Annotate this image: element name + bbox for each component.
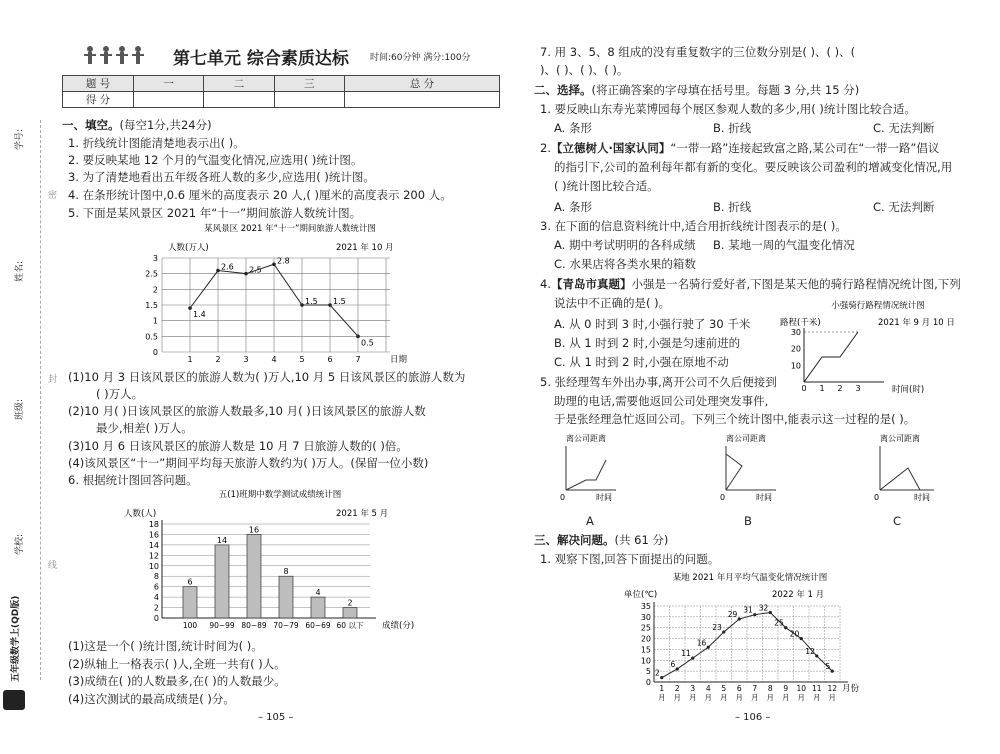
chart-title: 五(1)班期中数学测试成绩统计图 [218, 490, 342, 500]
data-point [188, 306, 192, 310]
class-label: 班级: [15, 398, 25, 420]
data-point [328, 303, 332, 307]
x-tick-label: 2 [215, 355, 221, 364]
brand-logo [3, 690, 25, 710]
seal-char-2: 封 [48, 375, 58, 385]
bar-value-label: 14 [216, 535, 228, 545]
x-tick-label: 月 [658, 693, 666, 702]
data-label: 23 [712, 623, 722, 633]
y-tick-label: 30 [640, 612, 651, 622]
bar [215, 545, 229, 618]
choice-4-option-c: C. 从 1 时到 2 时,小强在原地不动 [554, 355, 729, 369]
data-point [300, 303, 304, 307]
bar [183, 587, 197, 618]
y-tick-label: 2.5 [145, 269, 158, 279]
data-label: 29 [727, 610, 738, 620]
page-title: 第七单元 综合素质达标 [173, 49, 349, 69]
x-tick-label: 80~89 [241, 621, 267, 630]
x-tick-label: 11 [811, 684, 822, 693]
data-label: 2.6 [221, 262, 234, 272]
choice-1-option-b: B. 折线 [713, 121, 752, 135]
x-tick-label: 4 [705, 684, 711, 693]
chart-title: 小强骑行路程情况统计图 [831, 301, 925, 311]
x-tick-label: 7 [752, 684, 758, 693]
option-label-a: A [586, 514, 594, 528]
choice-2-option-a: A. 条形 [554, 200, 592, 214]
data-point [244, 272, 248, 276]
x-tick-label: 月 [797, 693, 805, 702]
student-no-label: 学号: [15, 128, 25, 150]
choice-3-option-a: A. 期中考试明明的各科成绩 [554, 238, 696, 252]
x-tick-label: 月 [751, 693, 759, 702]
choice-4-line-1 [540, 276, 961, 292]
x-tick-label: 60 以下 [336, 621, 364, 630]
choice-5-line-3: 于是张经理急忙返回公司。下列三个统计图中,能表示这一过程的是( )。 [554, 412, 916, 426]
x-axis-label: 时间 [596, 493, 612, 502]
data-label: 31 [743, 605, 753, 615]
choice-4-text: 小强是一名骑行爱好者,下图是某天他的骑行路程情况统计图,下列 [631, 277, 961, 291]
x-tick-label: 5 [299, 355, 305, 364]
x-tick-label: 5 [721, 684, 727, 693]
bar [311, 597, 325, 618]
y-tick-label: 3 [152, 254, 158, 263]
x-tick-label: 2 [837, 384, 843, 393]
data-label: 25 [774, 618, 784, 628]
bar-value-label: 16 [248, 525, 260, 535]
x-tick-label: 月 [782, 693, 790, 702]
time-info: 时间:60分钟 满分:100分 [370, 53, 471, 63]
data-point [738, 617, 741, 620]
data-label: 2 [654, 668, 660, 678]
seal-char-3: 线 [48, 561, 58, 571]
data-label: 1.5 [305, 297, 318, 306]
y-tick-label: 12 [148, 551, 159, 561]
x-tick-label: 3 [690, 684, 696, 693]
score-cell[interactable] [134, 92, 204, 108]
question-7a: 7. 用 3、5、8 组成的没有重复数字的三位数分别是( )、( )、( [540, 45, 856, 59]
choice-2-line-1 [540, 140, 939, 156]
y-tick-label: 0 [645, 678, 651, 687]
y-tick-label: 2 [152, 285, 158, 295]
option-label-b: B [744, 514, 752, 528]
data-point [722, 630, 725, 633]
x-tick-label: 1 [819, 384, 825, 393]
choice-3: 3. 在下面的信息资料统计中,适合用折线统计图表示的是( )。 [540, 219, 847, 233]
data-point [800, 637, 803, 640]
data-label: 2.5 [249, 265, 262, 275]
page-number-right: – 106 – [735, 712, 771, 723]
question-3: 3. 为了清楚地看出五年级各班人数的多少,应选用( )统计图。 [68, 170, 375, 184]
tourist-line-chart [140, 220, 440, 368]
y-tick-label: 18 [148, 520, 159, 529]
y-tick-label: 1.5 [145, 301, 158, 310]
x-tick-label: 8 [767, 684, 773, 693]
x-tick-label: 3 [243, 355, 249, 364]
date-note: 2021 年 10 月 [336, 243, 394, 253]
data-point [691, 657, 694, 660]
y-axis-label: 离公司距离 [880, 434, 920, 443]
date-note: 2022 年 1 月 [772, 590, 825, 600]
section-2-title: 二、选择。 [534, 83, 592, 97]
x-tick-label: 4 [271, 355, 277, 364]
y-tick-label: 5 [645, 667, 651, 677]
x-tick-label: 月 [689, 693, 697, 702]
y-tick-label: 4 [153, 593, 159, 603]
choice-2-option-b: B. 折线 [713, 200, 752, 214]
data-label: 1.4 [193, 310, 206, 320]
y-tick-label: 0 [152, 348, 158, 357]
x-tick-label: 0 [801, 384, 807, 393]
data-label: 2.8 [277, 256, 290, 266]
y-tick-label: 25 [640, 623, 651, 633]
choice-4-tag: 【青岛市真题】 [550, 277, 632, 291]
chart-title: 某风景区 2021 年“十一”期间旅游人数统计图 [204, 224, 376, 234]
x-tick-label: 60~69 [305, 621, 331, 630]
y-tick-label: 20 [640, 634, 651, 644]
y-axis-label: 单位(℃) [624, 590, 658, 600]
x-tick-label: 月 [704, 693, 712, 702]
data-label: 5 [825, 662, 831, 672]
data-label: 11 [681, 649, 691, 659]
x-tick-label: 100 [182, 621, 198, 630]
x-tick-label: 2 [674, 684, 680, 693]
data-label: 0.5 [361, 338, 374, 348]
choice-4-line-2: 说法中不正确的是( )。 [554, 296, 671, 310]
option-label-c: C [893, 514, 902, 528]
cycling-line-chart [778, 298, 978, 398]
x-tick-label: 月 [720, 693, 728, 702]
series-line [804, 332, 858, 382]
choice-2-line-2: 的指引下,公司的盈利每年都有新的变化。要反映该公司盈利的增减变化情况,用 [554, 160, 953, 174]
choice-3-option-b: B. 某地一周的气温变化情况 [713, 238, 855, 252]
choice-2-line-3: ( )统计图比较合适。 [554, 179, 659, 193]
brand-text: 五年级数学上(QD版) [11, 595, 21, 682]
distance-chart-a [556, 432, 626, 504]
x-axis-label: 时间(时) [892, 385, 925, 395]
y-tick-label: 6 [153, 582, 159, 592]
x-tick-label: 90~99 [209, 621, 235, 630]
x-tick-label: 12 [827, 684, 838, 693]
origin-label: 0 [874, 493, 880, 502]
data-label: 20 [789, 629, 800, 639]
x-tick-label: 1 [659, 684, 665, 693]
y-tick-label: 1 [152, 316, 158, 326]
y-tick-label: 20 [790, 344, 801, 354]
choice-1: 1. 要反映山东寿光菜博园每个展区参观人数的多少,用( )统计图比较合适。 [540, 102, 916, 116]
bar-value-label: 8 [283, 567, 289, 577]
data-label: 16 [696, 638, 707, 648]
seal-line [40, 120, 41, 680]
x-axis-label: 时间 [914, 493, 930, 502]
problem-1: 1. 观察下图,回答下面提出的问题。 [540, 552, 720, 566]
y-axis-label: 人数(人) [124, 509, 157, 519]
bar-value-label: 6 [187, 577, 193, 587]
chart-title: 某地 2021 年月平均气温变化情况统计图 [672, 573, 828, 583]
name-label: 姓名: [15, 260, 25, 282]
data-label: 6 [670, 659, 676, 669]
question-5: 5. 下面是某风景区 2021 年“十一”期间旅游人数统计图。 [68, 206, 362, 220]
x-tick-label: 7 [355, 355, 361, 364]
section-3-title: 三、解决问题。 [534, 533, 615, 547]
score-header-cell: 一 [134, 76, 204, 92]
section-3-heading [534, 532, 668, 548]
y-tick-label: 30 [790, 328, 801, 337]
x-tick-label: 1 [187, 355, 193, 364]
y-tick-label: 8 [153, 572, 159, 582]
data-point [216, 269, 220, 273]
question-5-2b: 最少,相差( )万人。 [96, 421, 193, 435]
bar [279, 576, 293, 618]
date-note: 2021 年 5 月 [336, 509, 389, 519]
score-cell[interactable] [344, 92, 499, 108]
seal-char-1: 密 [48, 191, 58, 201]
x-tick-label: 月 [673, 693, 681, 702]
score-table [62, 75, 500, 108]
x-tick-label: 月 [828, 693, 836, 702]
section-1-heading [62, 117, 212, 133]
choice-5-line-1: 5. 张经理驾车外出办事,离开公司不久后便接到 [540, 375, 777, 389]
temperature-line-chart [620, 570, 880, 708]
score-header-cell: 三 [274, 76, 344, 92]
data-point [753, 613, 756, 616]
choice-2-tag: 【立德树人·国家认同】 [550, 141, 671, 155]
y-tick-label: 35 [640, 602, 651, 611]
data-label: 12 [805, 646, 815, 656]
score-header-cell: 总 分 [344, 76, 499, 92]
section-2-note: (将正确答案的字母填在括号里。每题 3 分,共 15 分) [591, 83, 860, 97]
score-header-cell: 二 [204, 76, 274, 92]
data-point [272, 262, 276, 266]
choice-1-option-a: A. 条形 [554, 121, 592, 135]
data-label: 1.5 [333, 297, 346, 306]
x-axis-label: 日期 [390, 355, 408, 365]
y-tick-label: 0.5 [145, 332, 158, 342]
y-tick-label: 16 [148, 530, 159, 540]
header-figures-icon [82, 44, 152, 72]
x-axis-label: 成绩(分) [382, 621, 415, 631]
section-3-note: (共 61 分) [614, 533, 669, 547]
x-tick-label: 月 [766, 693, 774, 702]
y-tick-label: 10 [790, 361, 801, 371]
choice-1-option-c: C. 无法判断 [873, 121, 935, 135]
y-tick-label: 15 [640, 645, 651, 655]
data-point [707, 646, 710, 649]
x-tick-label: 月 [735, 693, 743, 702]
distance-chart-b [716, 432, 786, 504]
question-1: 1. 折线统计图能清楚地表示出( )。 [68, 136, 245, 150]
x-tick-label: 6 [736, 684, 742, 693]
y-axis-label: 人数(万人) [168, 243, 209, 253]
question-6-4: (4)这次测试的最高成绩是( )分。 [68, 692, 235, 706]
choice-5-line-2: 助理的电话,需要他返回公司处理突发事件, [554, 394, 769, 408]
x-tick-label: 10 [796, 684, 807, 693]
y-axis-label: 离公司距离 [566, 434, 606, 443]
x-tick-label: 月 [813, 693, 821, 702]
question-5-1b: ( )万人。 [96, 387, 144, 401]
page-number-left: – 105 – [258, 712, 294, 723]
score-cell[interactable] [274, 92, 344, 108]
bar-value-label: 2 [347, 598, 353, 608]
origin-label: 0 [560, 493, 566, 502]
y-tick-label: 10 [148, 561, 159, 571]
date-note: 2021 年 9 月 10 日 [878, 318, 955, 328]
y-tick-label: 14 [148, 540, 159, 550]
bar [343, 608, 357, 618]
score-header-cell: 题 号 [63, 76, 134, 92]
y-axis-label: 离公司距离 [726, 434, 766, 443]
choice-3-option-c: C. 水果店将各类水果的箱数 [554, 257, 696, 271]
question-5-4: (4)该风景区“十一”期间平均每天旅游人数约为( )万人。(保留一位小数) [68, 456, 429, 470]
distance-chart-c [870, 432, 945, 504]
section-2-heading [534, 82, 859, 98]
question-2: 2. 要反映某地 12 个月的气温变化情况,应选用( )统计图。 [68, 153, 363, 167]
score-row-label: 得 分 [63, 92, 134, 108]
y-axis-label: 路程(千米) [780, 318, 821, 328]
choice-2-prefix: 2. [540, 141, 551, 155]
data-point [815, 654, 818, 657]
section-1-note: (每空1分,共24分) [119, 118, 212, 132]
score-cell[interactable] [204, 92, 274, 108]
score-bar-chart [120, 486, 450, 634]
question-6: 6. 根据统计图回答问题。 [68, 473, 198, 487]
choice-2-option-c: C. 无法判断 [873, 200, 935, 214]
data-point [356, 335, 360, 339]
question-5-3: (3)10 月 6 日该风景区的旅游人数是 10 月 7 日旅游人数的( )倍。 [68, 439, 408, 453]
data-point [660, 676, 663, 679]
choice-4-option-b: B. 从 1 时到 2 时,小强是匀速前进的 [554, 336, 741, 350]
x-axis-label: 时间 [756, 493, 772, 502]
choice-4-option-a: A. 从 0 时到 3 时,小强行驶了 30 千米 [554, 317, 751, 331]
data-point [676, 667, 679, 670]
x-tick-label: 70~79 [273, 621, 299, 630]
x-tick-label: 6 [327, 355, 333, 364]
bar [247, 534, 261, 618]
question-5-2a: (2)10 月( )日该风景区的旅游人数最多,10 月( )日该风景区的旅游人数 [68, 404, 426, 418]
question-6-2: (2)纵轴上一格表示( )人,全班一共有( )人。 [68, 657, 286, 671]
question-5-1a: (1)10 月 3 日该风景区的旅游人数为( )万人,10 月 5 日该风景区的旅游人数为 [68, 370, 466, 384]
y-tick-label: 2 [153, 603, 159, 613]
x-tick-label: 9 [783, 684, 789, 693]
school-label: 学校: [15, 533, 25, 555]
section-1-title: 一、填空。 [62, 118, 120, 132]
bar-value-label: 4 [315, 588, 321, 598]
choice-2-text: “一带一路”连接起致富之路,某公司在“一带一路”倡议 [670, 141, 940, 155]
choice-4-prefix: 4. [540, 277, 551, 291]
y-tick-label: 0 [153, 614, 159, 623]
question-7b: )、( )、( )、( )。 [540, 63, 629, 77]
data-point [784, 626, 787, 629]
y-tick-label: 10 [640, 656, 651, 666]
data-point [769, 611, 772, 614]
origin-label: 0 [720, 493, 726, 502]
question-4: 4. 在条形统计图中,0.6 厘米的高度表示 20 人,( )厘米的高度表示 200 人。 [68, 188, 452, 202]
question-6-1: (1)这是一个( )统计图,统计时间为( )。 [68, 639, 263, 653]
question-6-3: (3)成绩在( )的人数最多,在( )的人数最少。 [68, 674, 286, 688]
x-tick-label: 3 [855, 384, 861, 393]
data-label: 32 [758, 603, 769, 613]
x-axis-label: 月份 [842, 684, 860, 694]
data-point [831, 670, 834, 673]
